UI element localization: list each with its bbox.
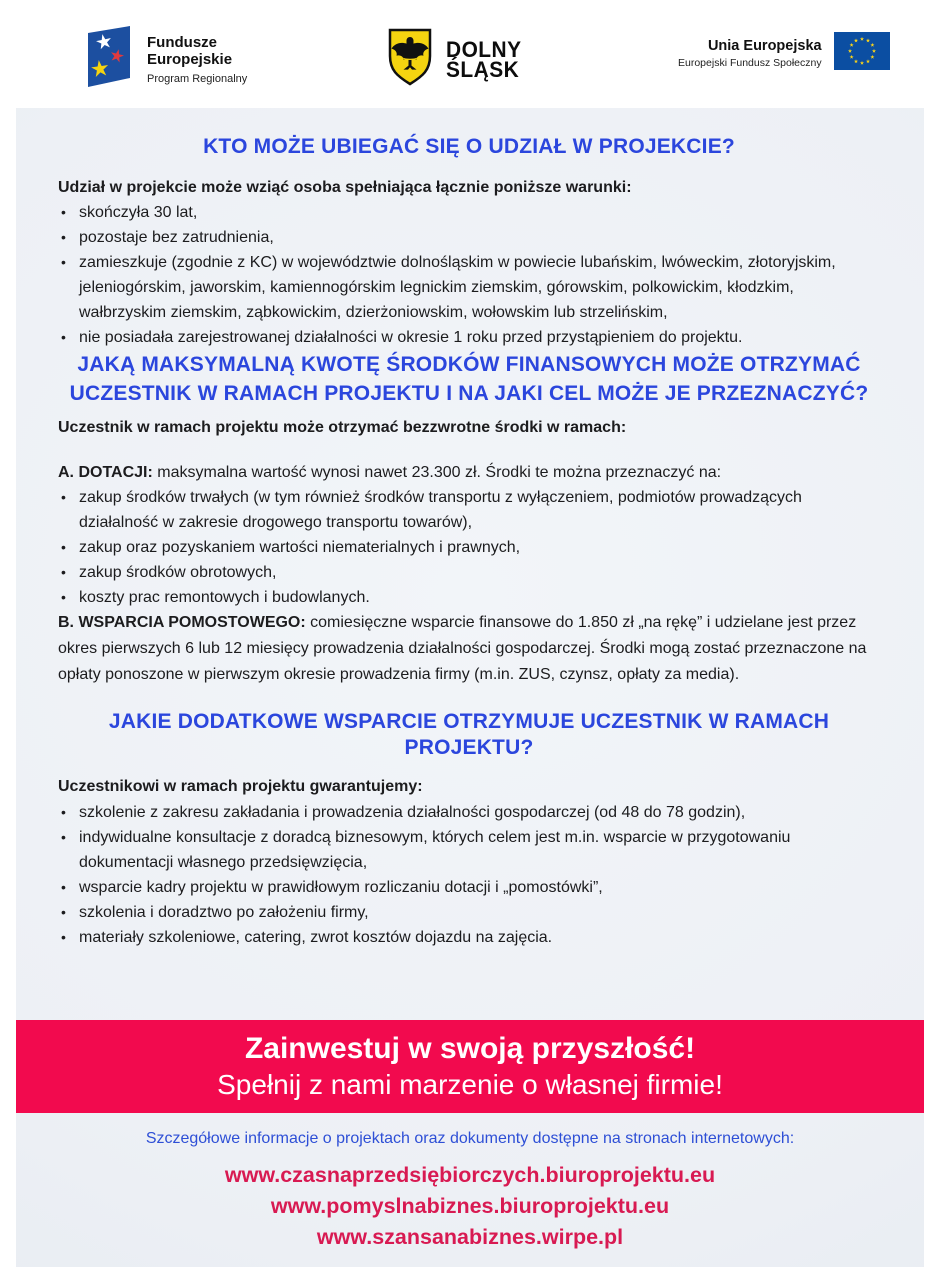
fe-title-line2: Europejskie xyxy=(147,51,233,68)
bridge-paragraph xyxy=(58,610,880,688)
footer-info: Szczegółowe informacje o projektach oraz dokumenty dostępne na stronach internetowych: xyxy=(145,1130,795,1147)
list-item: • zakup środków obrotowych, xyxy=(58,560,880,585)
list-item: • materiały szkoleniowe, catering, zwrot kosztów dojazdu na zajęcia. xyxy=(58,925,880,950)
section-who-intro: Udział w projekcie może wziąć osoba spełniająca łącznie poniższe warunki: xyxy=(58,179,632,196)
list-item: • koszty prac remontowych i budowlanych. xyxy=(58,585,880,610)
dolny-slask-crest-icon xyxy=(386,27,434,92)
fe-logo-text xyxy=(147,34,247,85)
dolny-slask-logo xyxy=(386,27,526,92)
link-szansanabiznes[interactable]: www.szansanabiznes.wirpe.pl xyxy=(316,1225,624,1249)
grant-text: maksymalna wartość wynosi nawet 23.300 zł. Środki te można przeznaczyć na: xyxy=(152,464,722,481)
content xyxy=(16,108,924,950)
section-amount-heading-line1: JAKĄ MAKSYMALNĄ KWOTĘ ŚRODKÓW FINANSOWYCH MOŻE OTRZYMAĆ xyxy=(77,353,861,376)
link-pomyslnabiznes[interactable]: www.pomyslnabiznes.biuroprojektu.eu xyxy=(270,1194,670,1218)
ds-line2: ŚLĄSK xyxy=(446,56,520,82)
section-support-intro: Uczestnikowi w ramach projektu gwarantujemy: xyxy=(58,778,423,795)
grant-bullets xyxy=(58,485,880,610)
section-support-heading: JAKIE DODATKOWE WSPARCIE OTRZYMUJE UCZESTNIK W RAMACH PROJEKTU? xyxy=(108,710,830,759)
bridge-text: comiesięczne wsparcie finansowe do 1.850 zł „na rękę” i udzielane jest przez okres pierwszych 6 lub 12 miesięcy prowadzenia działalności gospodarczej. Środki mogą zostać przeznaczone na opłaty ponoszone w pierwszym okresie prowadzenia firmy (m.in. ZUS, czynsz, opłaty za media). xyxy=(58,614,867,683)
dolny-slask-wordmark xyxy=(446,36,522,82)
main-panel xyxy=(16,108,924,1267)
cta-banner xyxy=(16,1020,924,1113)
list-item: • zakup oraz pozyskaniem wartości niematerialnych i prawnych, xyxy=(58,535,880,560)
fe-subtitle: Program Regionalny xyxy=(147,73,248,85)
header xyxy=(0,0,940,108)
list-item: • pozostaje bez zatrudnienia, xyxy=(58,225,880,250)
section-support-bullets xyxy=(58,800,880,950)
link-czasnaprzedsiebiorczych[interactable]: www.czasnaprzedsiębiorczych.biuroprojektu.eu xyxy=(224,1163,716,1187)
grant-label: A. DOTACJI: xyxy=(58,464,153,481)
footer xyxy=(16,1128,924,1253)
list-item: • indywidualne konsultacje z doradcą biznesowym, których celem jest m.in. wsparcie w przygotowaniu dokumentacji własnego przedsięwzięcia, xyxy=(58,825,880,875)
cta-line2: Spełnij z nami marzenie o własnej firmie! xyxy=(217,1069,723,1100)
grant-paragraph xyxy=(58,460,880,485)
section-amount-intro: Uczestnik w ramach projektu może otrzymać bezzwrotne środki w ramach: xyxy=(58,419,627,436)
list-item: • zamieszkuje (zgodnie z KC) w województwie dolnośląskim w powiecie lubańskim, lwóweckim, złotoryjskim, jeleniogórskim, jaworskim, kamiennogórskim legnickim ziemskim, górowskim, polkowickim, kłodzkim, wałbrzyskim ziemskim, ząbkowickim, dzierżoniowskim, wołowskim lub strzelińskim, xyxy=(58,250,880,325)
footer-links xyxy=(16,1160,924,1253)
section-amount-heading xyxy=(58,350,880,408)
section-amount-heading-line2: UCZESTNIK W RAMACH PROJEKTU I NA JAKI CEL MOŻE JE PRZEZNACZYĆ? xyxy=(69,382,869,405)
list-item: • zakup środków trwałych (w tym również środków transportu z wyłączeniem, podmiotów prowadzących działalność w zakresie drogowego transportu towarów), xyxy=(58,485,880,535)
list-item: • nie posiadała zarejestrowanej działalności w okresie 1 roku przed przystąpieniem do projektu. xyxy=(58,325,880,350)
list-item: • skończyła 30 lat, xyxy=(58,200,880,225)
cta-line1: Zainwestuj w swoją przyszłość! xyxy=(244,1032,696,1065)
eu-flag-icon xyxy=(834,32,890,75)
eu-title: Unia Europejska xyxy=(707,38,822,54)
ds-line1: DOLNY xyxy=(446,36,522,62)
section-who-heading: KTO MOŻE UBIEGAĆ SIĘ O UDZIAŁ W PROJEKCIE? xyxy=(203,135,735,158)
section-who-bullets xyxy=(58,200,880,350)
list-item: • szkolenia i doradztwo po założeniu firmy, xyxy=(58,900,880,925)
bridge-label: B. WSPARCIA POMOSTOWEGO: xyxy=(58,614,306,631)
list-item: • szkolenie z zakresu zakładania i prowadzenia działalności gospodarczej (od 48 do 78 godzin), xyxy=(58,800,880,825)
fundusze-europejskie-logo xyxy=(78,24,247,95)
fe-flag-icon xyxy=(78,24,136,95)
fe-title-line1: Fundusze xyxy=(147,34,217,51)
list-item: • wsparcie kadry projektu w prawidłowym rozliczaniu dotacji i „pomostówki”, xyxy=(58,875,880,900)
eu-subtitle: Europejski Fundusz Społeczny xyxy=(678,57,822,69)
unia-europejska-logo xyxy=(678,32,890,75)
eu-logo-text xyxy=(678,38,822,69)
